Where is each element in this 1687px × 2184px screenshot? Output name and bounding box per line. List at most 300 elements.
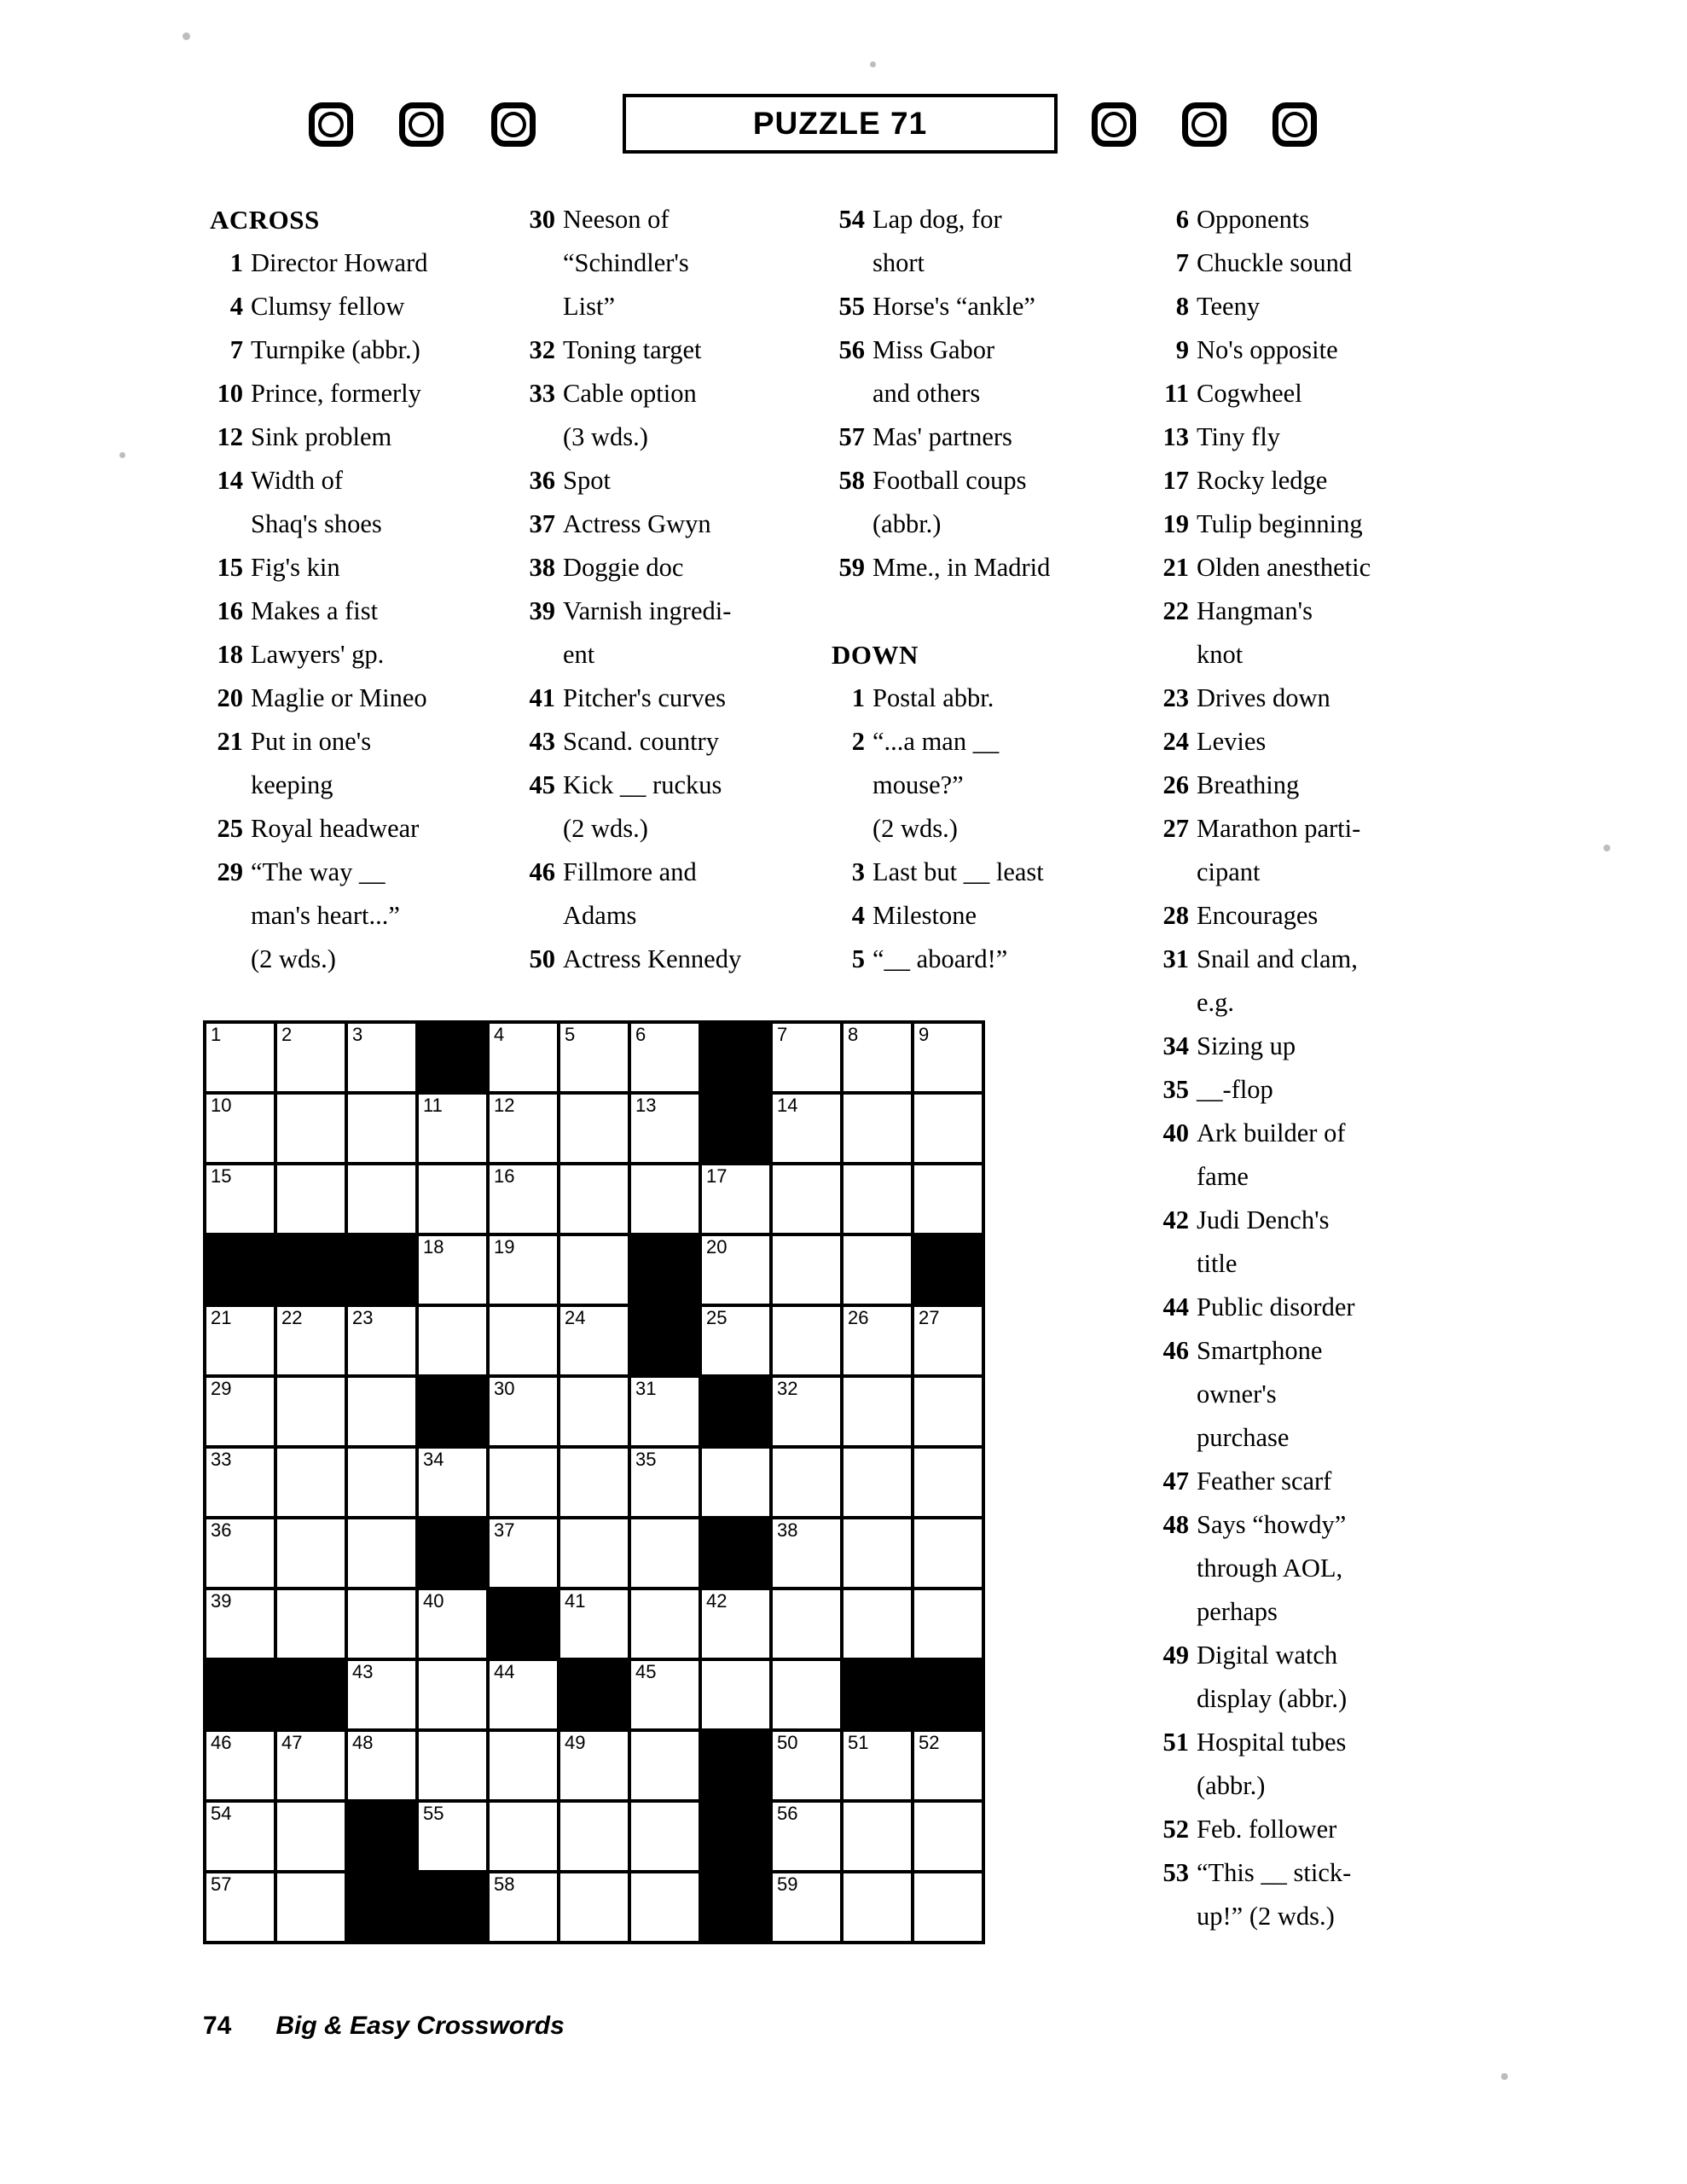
grid-cell[interactable] <box>490 1024 560 1095</box>
clue-text: Doggie doc <box>563 553 684 582</box>
grid-cell[interactable] <box>773 1378 844 1449</box>
grid-cell-number: 26 <box>848 1307 869 1328</box>
clue-item <box>210 807 517 851</box>
clue-text: Maglie or Mineo <box>251 683 427 712</box>
clue-number: 21 <box>217 727 243 756</box>
grid-cell[interactable] <box>773 1873 844 1944</box>
grid-row <box>206 1449 985 1519</box>
grid-cell[interactable] <box>490 1732 560 1803</box>
grid-cell-number: 32 <box>777 1378 798 1399</box>
grid-cell-number: 54 <box>211 1803 232 1824</box>
grid-cell[interactable] <box>631 1378 702 1449</box>
clue-text: Marathon parti- <box>1197 814 1361 843</box>
grid-cell[interactable] <box>560 1590 631 1661</box>
grid-cell[interactable] <box>277 1803 348 1873</box>
clue-text: Ark builder of <box>1197 1118 1346 1147</box>
rounded-square-circle-icon <box>399 102 443 147</box>
clue-item-continuation <box>1156 1764 1488 1808</box>
grid-cell-number: 2 <box>281 1024 293 1045</box>
clue-column-3 <box>832 198 1147 981</box>
grid-cell-number: 56 <box>777 1803 798 1824</box>
grid-cell[interactable] <box>277 1732 348 1803</box>
grid-cell[interactable] <box>914 1307 985 1378</box>
puzzle-title-box <box>623 94 1058 154</box>
clue-item-continuation <box>832 807 1147 851</box>
grid-cell[interactable] <box>490 1236 560 1307</box>
clue-text: Football coups <box>872 466 1027 495</box>
clue-number: 4 <box>229 292 243 321</box>
grid-cell-number: 42 <box>706 1590 728 1612</box>
grid-cell[interactable] <box>419 1307 490 1378</box>
grid-cell[interactable] <box>206 1378 277 1449</box>
grid-cell[interactable] <box>702 1661 773 1732</box>
grid-block-cell <box>348 1803 419 1873</box>
grid-cell[interactable] <box>490 1661 560 1732</box>
grid-cell[interactable] <box>560 1378 631 1449</box>
grid-row <box>206 1378 985 1449</box>
clue-number: 57 <box>838 422 865 451</box>
grid-cell[interactable] <box>631 1095 702 1165</box>
clue-item <box>1156 1634 1488 1677</box>
grid-cell[interactable] <box>702 1449 773 1519</box>
grid-cell[interactable] <box>560 1236 631 1307</box>
clue-item-continuation <box>1156 1373 1488 1416</box>
grid-cell-number: 30 <box>494 1378 515 1399</box>
clue-item <box>1156 502 1488 546</box>
clue-number: 12 <box>217 422 243 451</box>
clue-text: Rocky ledge <box>1197 466 1328 495</box>
clue-text: (3 wds.) <box>563 422 648 451</box>
grid-cell[interactable] <box>490 1803 560 1873</box>
clue-item-continuation <box>1156 1155 1488 1199</box>
clue-number: 44 <box>1162 1292 1189 1321</box>
clue-item <box>1156 720 1488 764</box>
grid-cell[interactable] <box>419 1732 490 1803</box>
grid-cell[interactable] <box>914 1803 985 1873</box>
grid-cell[interactable] <box>206 1732 277 1803</box>
clue-item <box>210 415 517 459</box>
grid-cell[interactable] <box>844 1449 914 1519</box>
clue-item <box>522 328 816 372</box>
clue-number: 45 <box>529 770 555 799</box>
clue-item <box>210 372 517 415</box>
clue-item-continuation <box>1156 1242 1488 1286</box>
clue-text: Miss Gabor <box>872 335 995 364</box>
rounded-square-circle-icon <box>1182 102 1226 147</box>
grid-cell[interactable] <box>773 1519 844 1590</box>
grid-cell[interactable] <box>631 1165 702 1236</box>
grid-cell[interactable] <box>773 1307 844 1378</box>
grid-cell[interactable] <box>419 1590 490 1661</box>
grid-block-cell <box>348 1873 419 1944</box>
clue-text: Snail and clam, <box>1197 944 1358 973</box>
clue-number: 15 <box>217 553 243 582</box>
grid-cell-number: 47 <box>281 1732 303 1753</box>
grid-cell-number: 16 <box>494 1165 515 1187</box>
grid-cell[interactable] <box>914 1519 985 1590</box>
grid-cell[interactable] <box>348 1378 419 1449</box>
grid-cell-number: 9 <box>919 1024 930 1045</box>
grid-cell[interactable] <box>277 1024 348 1095</box>
clue-text: “Schindler's <box>563 248 689 277</box>
grid-cell[interactable] <box>702 1307 773 1378</box>
clue-text: Olden anesthetic <box>1197 553 1371 582</box>
grid-cell-number: 35 <box>635 1449 657 1470</box>
grid-cell[interactable] <box>914 1873 985 1944</box>
clue-number: 26 <box>1162 770 1189 799</box>
clue-number: 36 <box>529 466 555 495</box>
grid-cell-number: 38 <box>777 1519 798 1541</box>
grid-cell[interactable] <box>348 1732 419 1803</box>
clue-text: Mas' partners <box>872 422 1012 451</box>
grid-cell[interactable] <box>277 1095 348 1165</box>
grid-cell[interactable] <box>206 1519 277 1590</box>
grid-cell-number: 22 <box>281 1307 303 1328</box>
grid-cell[interactable] <box>631 1873 702 1944</box>
grid-cell[interactable] <box>419 1165 490 1236</box>
grid-cell-number: 49 <box>565 1732 586 1753</box>
clue-text: List” <box>563 292 615 321</box>
grid-cell[interactable] <box>773 1165 844 1236</box>
grid-cell[interactable] <box>631 1024 702 1095</box>
grid-cell[interactable] <box>206 1307 277 1378</box>
grid-cell[interactable] <box>560 1024 631 1095</box>
grid-cell-number: 51 <box>848 1732 869 1753</box>
clue-text: and others <box>872 379 981 408</box>
grid-cell[interactable] <box>206 1024 277 1095</box>
clue-item <box>210 285 517 328</box>
grid-cell[interactable] <box>206 1165 277 1236</box>
grid-cell-number: 59 <box>777 1873 798 1895</box>
grid-cell[interactable] <box>419 1661 490 1732</box>
grid-cell[interactable] <box>560 1732 631 1803</box>
clue-item <box>1156 241 1488 285</box>
grid-cell[interactable] <box>348 1590 419 1661</box>
book-title: Big & Easy Crosswords <box>275 2012 565 2040</box>
clue-item <box>832 285 1147 328</box>
grid-cell[interactable] <box>631 1449 702 1519</box>
grid-cell[interactable] <box>773 1024 844 1095</box>
grid-block-cell <box>277 1236 348 1307</box>
grid-cell-number: 17 <box>706 1165 728 1187</box>
clue-number: 11 <box>1164 379 1189 408</box>
grid-cell-number: 27 <box>919 1307 940 1328</box>
grid-cell[interactable] <box>773 1732 844 1803</box>
clue-text: Toning target <box>563 335 702 364</box>
grid-row <box>206 1590 985 1661</box>
grid-cell[interactable] <box>844 1873 914 1944</box>
grid-cell[interactable] <box>419 1095 490 1165</box>
clue-item <box>210 328 517 372</box>
grid-cell[interactable] <box>348 1449 419 1519</box>
clue-item-continuation <box>522 633 816 677</box>
clue-item <box>1156 1329 1488 1373</box>
clue-text: (2 wds.) <box>563 814 648 843</box>
grid-cell[interactable] <box>631 1590 702 1661</box>
grid-cell[interactable] <box>773 1590 844 1661</box>
clue-item-continuation <box>210 894 517 938</box>
clue-text: Spot <box>563 466 611 495</box>
grid-cell[interactable] <box>773 1803 844 1873</box>
grid-cell-number: 13 <box>635 1095 657 1116</box>
grid-cell[interactable] <box>631 1519 702 1590</box>
grid-cell[interactable] <box>560 1803 631 1873</box>
clue-section-heading: DOWN <box>832 640 919 670</box>
clue-text: Shaq's shoes <box>251 509 382 538</box>
clue-item <box>832 198 1147 241</box>
scan-speck <box>1501 2073 1508 2080</box>
grid-cell[interactable] <box>490 1519 560 1590</box>
grid-block-cell <box>702 1873 773 1944</box>
clue-text: Cogwheel <box>1197 379 1302 408</box>
grid-cell-number: 14 <box>777 1095 798 1116</box>
clue-number: 59 <box>838 553 865 582</box>
grid-cell-number: 44 <box>494 1661 515 1682</box>
grid-cell[interactable] <box>490 1873 560 1944</box>
grid-cell[interactable] <box>914 1165 985 1236</box>
grid-cell[interactable] <box>348 1661 419 1732</box>
scan-speck <box>1603 845 1610 851</box>
grid-cell[interactable] <box>277 1165 348 1236</box>
clue-text: display (abbr.) <box>1197 1684 1348 1713</box>
clue-item <box>832 938 1147 981</box>
grid-cell[interactable] <box>206 1590 277 1661</box>
clue-number: 17 <box>1162 466 1189 495</box>
clue-item-continuation <box>522 415 816 459</box>
grid-row <box>206 1873 985 1944</box>
grid-block-cell <box>702 1519 773 1590</box>
clue-text: Scand. country <box>563 727 719 756</box>
grid-cell[interactable] <box>348 1024 419 1095</box>
clue-text: Chuckle sound <box>1197 248 1353 277</box>
clue-item <box>1156 1721 1488 1764</box>
clue-item <box>1156 677 1488 720</box>
grid-block-cell <box>702 1095 773 1165</box>
grid-block-cell <box>914 1236 985 1307</box>
clue-column-1 <box>210 198 517 981</box>
clue-text: Sink problem <box>251 422 392 451</box>
grid-cell[interactable] <box>419 1449 490 1519</box>
grid-cell[interactable] <box>206 1803 277 1873</box>
grid-cell-number: 25 <box>706 1307 728 1328</box>
clue-text: Sizing up <box>1197 1031 1296 1060</box>
grid-cell[interactable] <box>490 1307 560 1378</box>
grid-cell[interactable] <box>914 1378 985 1449</box>
grid-cell[interactable] <box>773 1236 844 1307</box>
grid-cell[interactable] <box>490 1449 560 1519</box>
grid-cell[interactable] <box>773 1095 844 1165</box>
clue-text: Digital watch <box>1197 1641 1338 1670</box>
clue-number: 29 <box>217 857 243 886</box>
clue-text: owner's <box>1197 1380 1277 1409</box>
clue-text: Public disorder <box>1197 1292 1355 1321</box>
clue-number: 42 <box>1162 1205 1189 1234</box>
grid-cell[interactable] <box>490 1165 560 1236</box>
grid-cell[interactable] <box>560 1307 631 1378</box>
grid-cell-number: 7 <box>777 1024 788 1045</box>
clue-text: keeping <box>251 770 333 799</box>
grid-block-cell <box>631 1236 702 1307</box>
page-header <box>281 94 1390 162</box>
clue-text: “The way __ <box>251 857 386 886</box>
grid-cell[interactable] <box>914 1095 985 1165</box>
grid-cell[interactable] <box>490 1095 560 1165</box>
grid-cell[interactable] <box>844 1590 914 1661</box>
grid-cell-number: 24 <box>565 1307 586 1328</box>
clue-item-continuation <box>1156 1416 1488 1460</box>
grid-cell[interactable] <box>914 1449 985 1519</box>
clue-item <box>1156 1851 1488 1895</box>
clue-item <box>1156 1112 1488 1155</box>
clue-number: 10 <box>217 379 243 408</box>
clue-text: Hospital tubes <box>1197 1728 1347 1757</box>
crossword-grid[interactable] <box>203 1020 985 1944</box>
clue-item <box>210 677 517 720</box>
grid-cell[interactable] <box>277 1519 348 1590</box>
clue-text: Actress Gwyn <box>563 509 711 538</box>
grid-cell[interactable] <box>631 1732 702 1803</box>
clue-text: purchase <box>1197 1423 1290 1452</box>
clue-number: 18 <box>217 640 243 669</box>
scan-speck <box>183 32 190 40</box>
grid-cell-number: 18 <box>423 1236 444 1258</box>
rounded-square-circle-icon <box>1272 102 1317 147</box>
grid-cell[interactable] <box>844 1165 914 1236</box>
grid-cell[interactable] <box>702 1165 773 1236</box>
clue-item-continuation <box>522 894 816 938</box>
clue-number: 30 <box>529 205 555 234</box>
grid-cell[interactable] <box>844 1307 914 1378</box>
grid-block-cell <box>419 1519 490 1590</box>
clue-number: 1 <box>229 248 243 277</box>
clue-text: Neeson of <box>563 205 670 234</box>
clue-item <box>1156 285 1488 328</box>
clue-text: through AOL, <box>1197 1554 1343 1583</box>
clue-number: 3 <box>851 857 865 886</box>
grid-cell[interactable] <box>844 1095 914 1165</box>
clue-text: Makes a fist <box>251 596 379 625</box>
grid-cell-number: 52 <box>919 1732 940 1753</box>
grid-cell[interactable] <box>773 1449 844 1519</box>
grid-cell[interactable] <box>914 1732 985 1803</box>
grid-cell[interactable] <box>844 1378 914 1449</box>
rounded-square-circle-icon <box>1092 102 1136 147</box>
grid-row <box>206 1803 985 1873</box>
clue-number: 40 <box>1162 1118 1189 1147</box>
grid-cell[interactable] <box>419 1803 490 1873</box>
clue-number: 22 <box>1162 596 1189 625</box>
grid-row <box>206 1519 985 1590</box>
grid-cell[interactable] <box>277 1590 348 1661</box>
grid-cell[interactable] <box>702 1590 773 1661</box>
grid-cell[interactable] <box>914 1590 985 1661</box>
grid-cell[interactable] <box>348 1165 419 1236</box>
grid-cell[interactable] <box>631 1661 702 1732</box>
clue-number: 58 <box>838 466 865 495</box>
grid-cell-number: 11 <box>423 1095 443 1116</box>
grid-cell[interactable] <box>206 1095 277 1165</box>
clue-number: 50 <box>529 944 555 973</box>
clue-item <box>522 720 816 764</box>
clue-text: (abbr.) <box>1197 1771 1266 1800</box>
clue-item <box>210 459 517 502</box>
clue-text: “This __ stick- <box>1197 1858 1352 1887</box>
clue-item <box>832 546 1147 590</box>
clue-text: Drives down <box>1197 683 1330 712</box>
grid-cell[interactable] <box>560 1519 631 1590</box>
clue-text: Lap dog, for <box>872 205 1002 234</box>
grid-row <box>206 1165 985 1236</box>
clue-item <box>210 851 517 894</box>
grid-cell[interactable] <box>277 1307 348 1378</box>
grid-cell-number: 29 <box>211 1378 232 1399</box>
grid-block-cell <box>702 1378 773 1449</box>
grid-cell[interactable] <box>560 1873 631 1944</box>
clue-text: Lawyers' gp. <box>251 640 385 669</box>
clue-item <box>1156 328 1488 372</box>
clue-item-continuation <box>1156 1547 1488 1590</box>
grid-cell[interactable] <box>206 1873 277 1944</box>
clue-text: No's opposite <box>1197 335 1338 364</box>
grid-cell[interactable] <box>277 1449 348 1519</box>
grid-cell[interactable] <box>348 1519 419 1590</box>
grid-cell[interactable] <box>844 1803 914 1873</box>
clue-number: 14 <box>217 466 243 495</box>
grid-cell[interactable] <box>490 1378 560 1449</box>
clue-item <box>522 502 816 546</box>
clue-text: perhaps <box>1197 1597 1278 1626</box>
clue-number: 5 <box>851 944 865 973</box>
grid-cell[interactable] <box>560 1165 631 1236</box>
clue-text: fame <box>1197 1162 1249 1191</box>
grid-cell[interactable] <box>277 1378 348 1449</box>
grid-cell[interactable] <box>914 1024 985 1095</box>
grid-cell[interactable] <box>631 1803 702 1873</box>
clue-number: 20 <box>217 683 243 712</box>
grid-cell[interactable] <box>206 1449 277 1519</box>
grid-cell[interactable] <box>844 1732 914 1803</box>
grid-cell[interactable] <box>277 1873 348 1944</box>
grid-cell-number: 46 <box>211 1732 232 1753</box>
grid-cell-number: 12 <box>494 1095 515 1116</box>
clue-text: Feather scarf <box>1197 1467 1332 1496</box>
grid-cell[interactable] <box>844 1024 914 1095</box>
clue-text: Tiny fly <box>1197 422 1281 451</box>
clue-text: Last but __ least <box>872 857 1044 886</box>
clue-item-continuation <box>1156 1590 1488 1634</box>
clue-item <box>210 633 517 677</box>
clue-text: Pitcher's curves <box>563 683 726 712</box>
clue-item <box>832 415 1147 459</box>
clue-text: Opponents <box>1197 205 1310 234</box>
grid-cell[interactable] <box>560 1095 631 1165</box>
grid-cell[interactable] <box>419 1236 490 1307</box>
clue-text: “...a man __ <box>872 727 1000 756</box>
grid-cell[interactable] <box>844 1236 914 1307</box>
grid-row <box>206 1732 985 1803</box>
grid-cell[interactable] <box>348 1095 419 1165</box>
clue-number: 32 <box>529 335 555 364</box>
clue-number: 55 <box>838 292 865 321</box>
grid-cell[interactable] <box>844 1519 914 1590</box>
grid-cell[interactable] <box>348 1307 419 1378</box>
clue-item-continuation <box>832 764 1147 807</box>
grid-cell[interactable] <box>702 1236 773 1307</box>
grid-cell-number: 50 <box>777 1732 798 1753</box>
grid-cell[interactable] <box>560 1449 631 1519</box>
clue-text: Cable option <box>563 379 697 408</box>
grid-cell[interactable] <box>773 1661 844 1732</box>
